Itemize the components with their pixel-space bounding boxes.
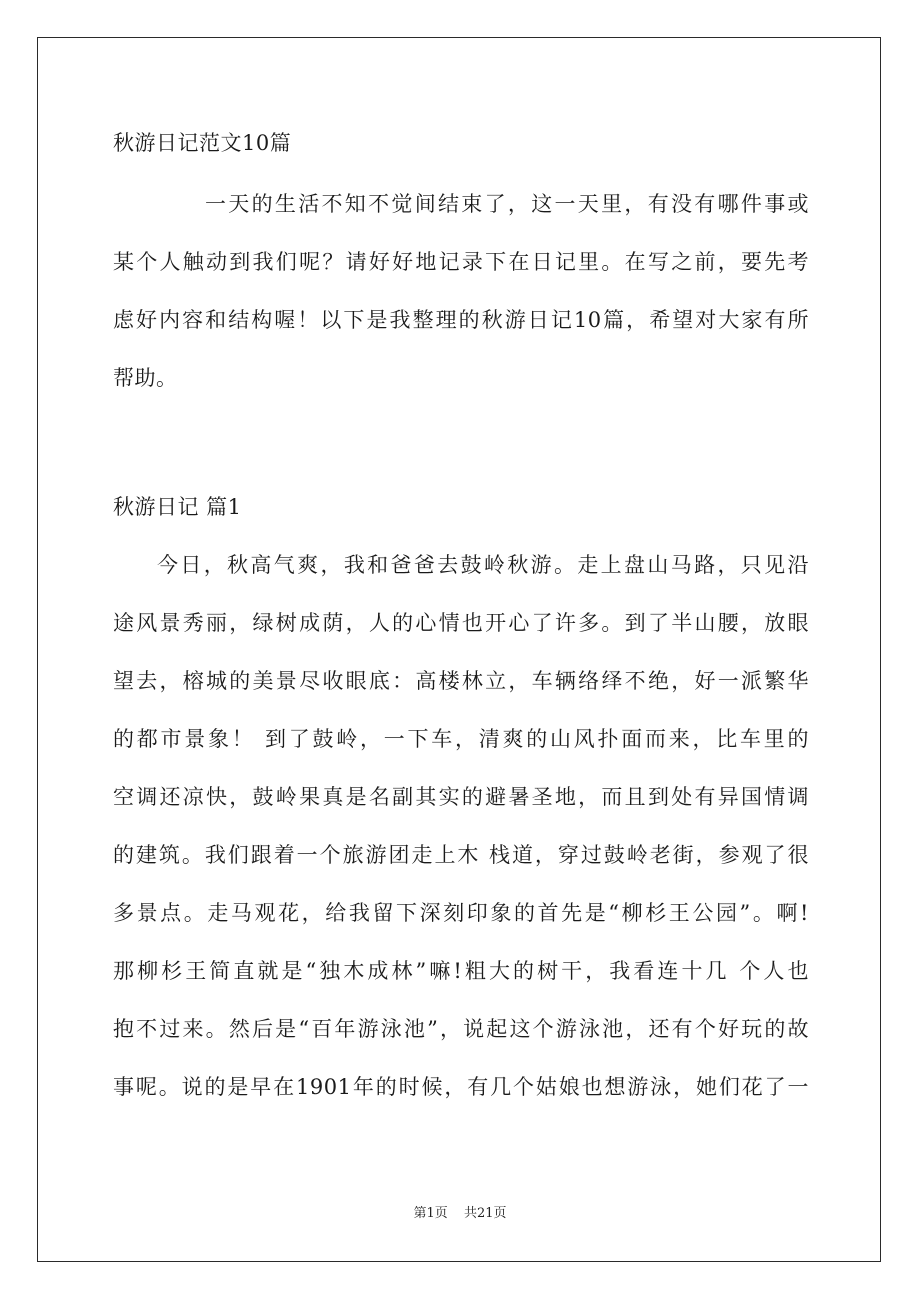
- document-title: 秋游日记范文10篇: [113, 131, 292, 155]
- page-footer: [0, 1206, 920, 1222]
- section-line-5: 空调还凉快，鼓岭果真是名副其实的避暑圣地，而且到处有异国情调: [113, 785, 809, 809]
- section-line-6: 的建筑。我们跟着一个旅游团走上木 栈道，穿过鼓岭老街，参观了很: [113, 843, 809, 867]
- section-heading: 秋游日记 篇1: [113, 495, 242, 519]
- intro-line-4: 帮助。: [113, 366, 178, 390]
- page-total: 共21页: [463, 1206, 507, 1221]
- section-line-7: 多景点。走马观花，给我留下深刻印象的首先是“柳杉王公园”。啊!: [113, 901, 809, 925]
- section-line-3: 望去，榕城的美景尽收眼底：高楼林立，车辆络绎不绝，好一派繁华: [113, 669, 809, 693]
- page-number: 第1页: [413, 1206, 448, 1221]
- section-line-4: 的都市景象！ 到了鼓岭，一下车，清爽的山风扑面而来，比车里的: [113, 727, 809, 751]
- section-line-1: 今日，秋高气爽，我和爸爸去鼓岭秋游。走上盘山马路，只见沿: [157, 553, 809, 577]
- intro-line-2: 某个人触动到我们呢？请好好地记录下在日记里。在写之前，要先考: [113, 250, 809, 274]
- section-line-10: 事呢。说的是早在1901年的时候，有几个姑娘也想游泳，她们花了一: [113, 1075, 809, 1099]
- section-line-9: 抱不过来。然后是“百年游泳池”，说起这个游泳池，还有个好玩的故: [113, 1017, 809, 1041]
- section-line-8: 那柳杉王简直就是“独木成林”嘛!粗大的树干，我看连十几 个人也: [113, 959, 809, 983]
- section-line-2: 途风景秀丽，绿树成荫，人的心情也开心了许多。到了半山腰，放眼: [113, 611, 809, 635]
- intro-line-1: 一天的生活不知不觉间结束了，这一天里，有没有哪件事或: [205, 192, 809, 216]
- intro-line-3: 虑好内容和结构喔！以下是我整理的秋游日记10篇，希望对大家有所: [113, 308, 809, 332]
